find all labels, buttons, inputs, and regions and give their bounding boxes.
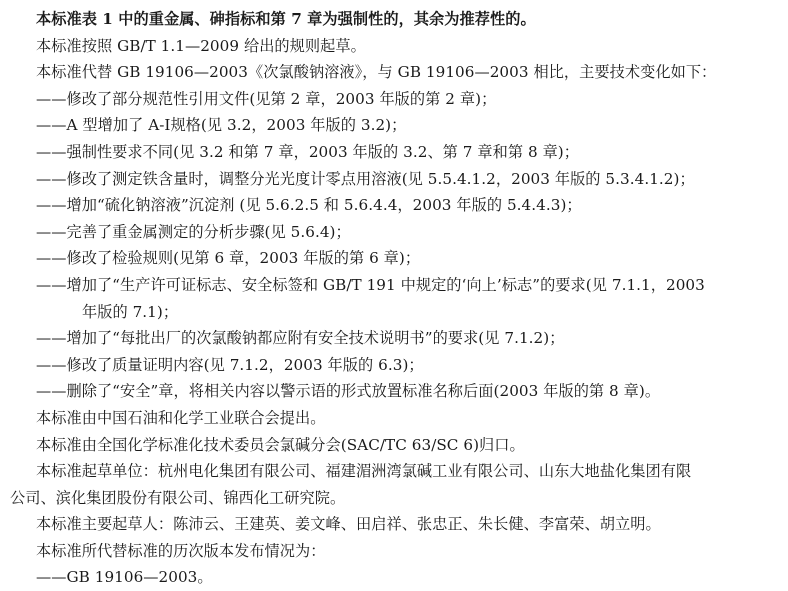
change-item: ——增加了“每批出厂的次氯酸钠都应附有安全技术说明书”的要求(见 7.1.2)；: [36, 329, 565, 348]
previous-edition-item: ——GB 19106—2003。: [36, 568, 213, 587]
main-drafters-statement: 本标准主要起草人：陈沛云、王建英、姜文峰、田启祥、张忠正、朱长健、李富荣、胡立明。: [36, 515, 661, 534]
change-item: ——强制性要求不同(见 3.2 和第 7 章，2003 年版的 3.2、第 7 章和第 8 章)；: [36, 142, 580, 161]
previous-editions-statement: 本标准所代替标准的历次版本发布情况为：: [36, 541, 326, 560]
change-item: ——增加“硫化钠溶液”沉淀剂 (见 5.6.2.5 和 5.6.4.4，2003 年版的 5.4.4.3)；: [36, 196, 582, 215]
centralized-management-statement: 本标准由全国化学标准化技术委员会氯碱分会(SAC/TC 63/SC 6)归口。: [36, 435, 525, 454]
drafting-units-continuation: 公司、滨化集团股份有限公司、锦西化工研究院。: [10, 488, 346, 507]
change-item: ——修改了部分规范性引用文件(见第 2 章，2003 年版的第 2 章)；: [36, 89, 497, 108]
change-item: ——修改了检验规则(见第 6 章，2003 年版的第 6 章)；: [36, 249, 421, 268]
replacement-statement: 本标准代替 GB 19106—2003《次氯酸钠溶液》，与 GB 19106—2003 相比，主要技术变化如下：: [36, 63, 717, 82]
drafting-rules-statement: 本标准按照 GB/T 1.1—2009 给出的规则起草。: [36, 36, 366, 55]
drafting-units-statement: 本标准起草单位：杭州电化集团有限公司、福建湄洲湾氯碱工业有限公司、山东大地盐化集团有限: [36, 462, 692, 481]
change-item: ——增加了“生产许可证标志、安全标签和 GB/T 191 中规定的‘向上’标志”的要求(见 7.1.1，2003: [36, 275, 705, 294]
mandatory-provisions-statement: 本标准表 1 中的重金属、砷指标和第 7 章为强制性的，其余为推荐性的。: [36, 10, 536, 28]
change-item: ——删除了“安全”章，将相关内容以警示语的形式放置标准名称后面(2003 年版的第 8 章)。: [36, 382, 661, 401]
change-item-continuation: 年版的 7.1)；: [82, 302, 179, 321]
change-item: ——修改了测定铁含量时，调整分光光度计零点用溶液(见 5.5.4.1.2，2003 年版的 5.3.4.1.2)；: [36, 169, 695, 188]
change-item: ——A 型增加了 A-Ⅰ规格(见 3.2，2003 年版的 3.2)；: [36, 116, 407, 135]
change-item: ——完善了重金属测定的分析步骤(见 5.6.4)；: [36, 222, 351, 241]
change-item: ——修改了质量证明内容(见 7.1.2，2003 年版的 6.3)；: [36, 355, 424, 374]
proposer-statement: 本标准由中国石油和化学工业联合会提出。: [36, 408, 326, 427]
